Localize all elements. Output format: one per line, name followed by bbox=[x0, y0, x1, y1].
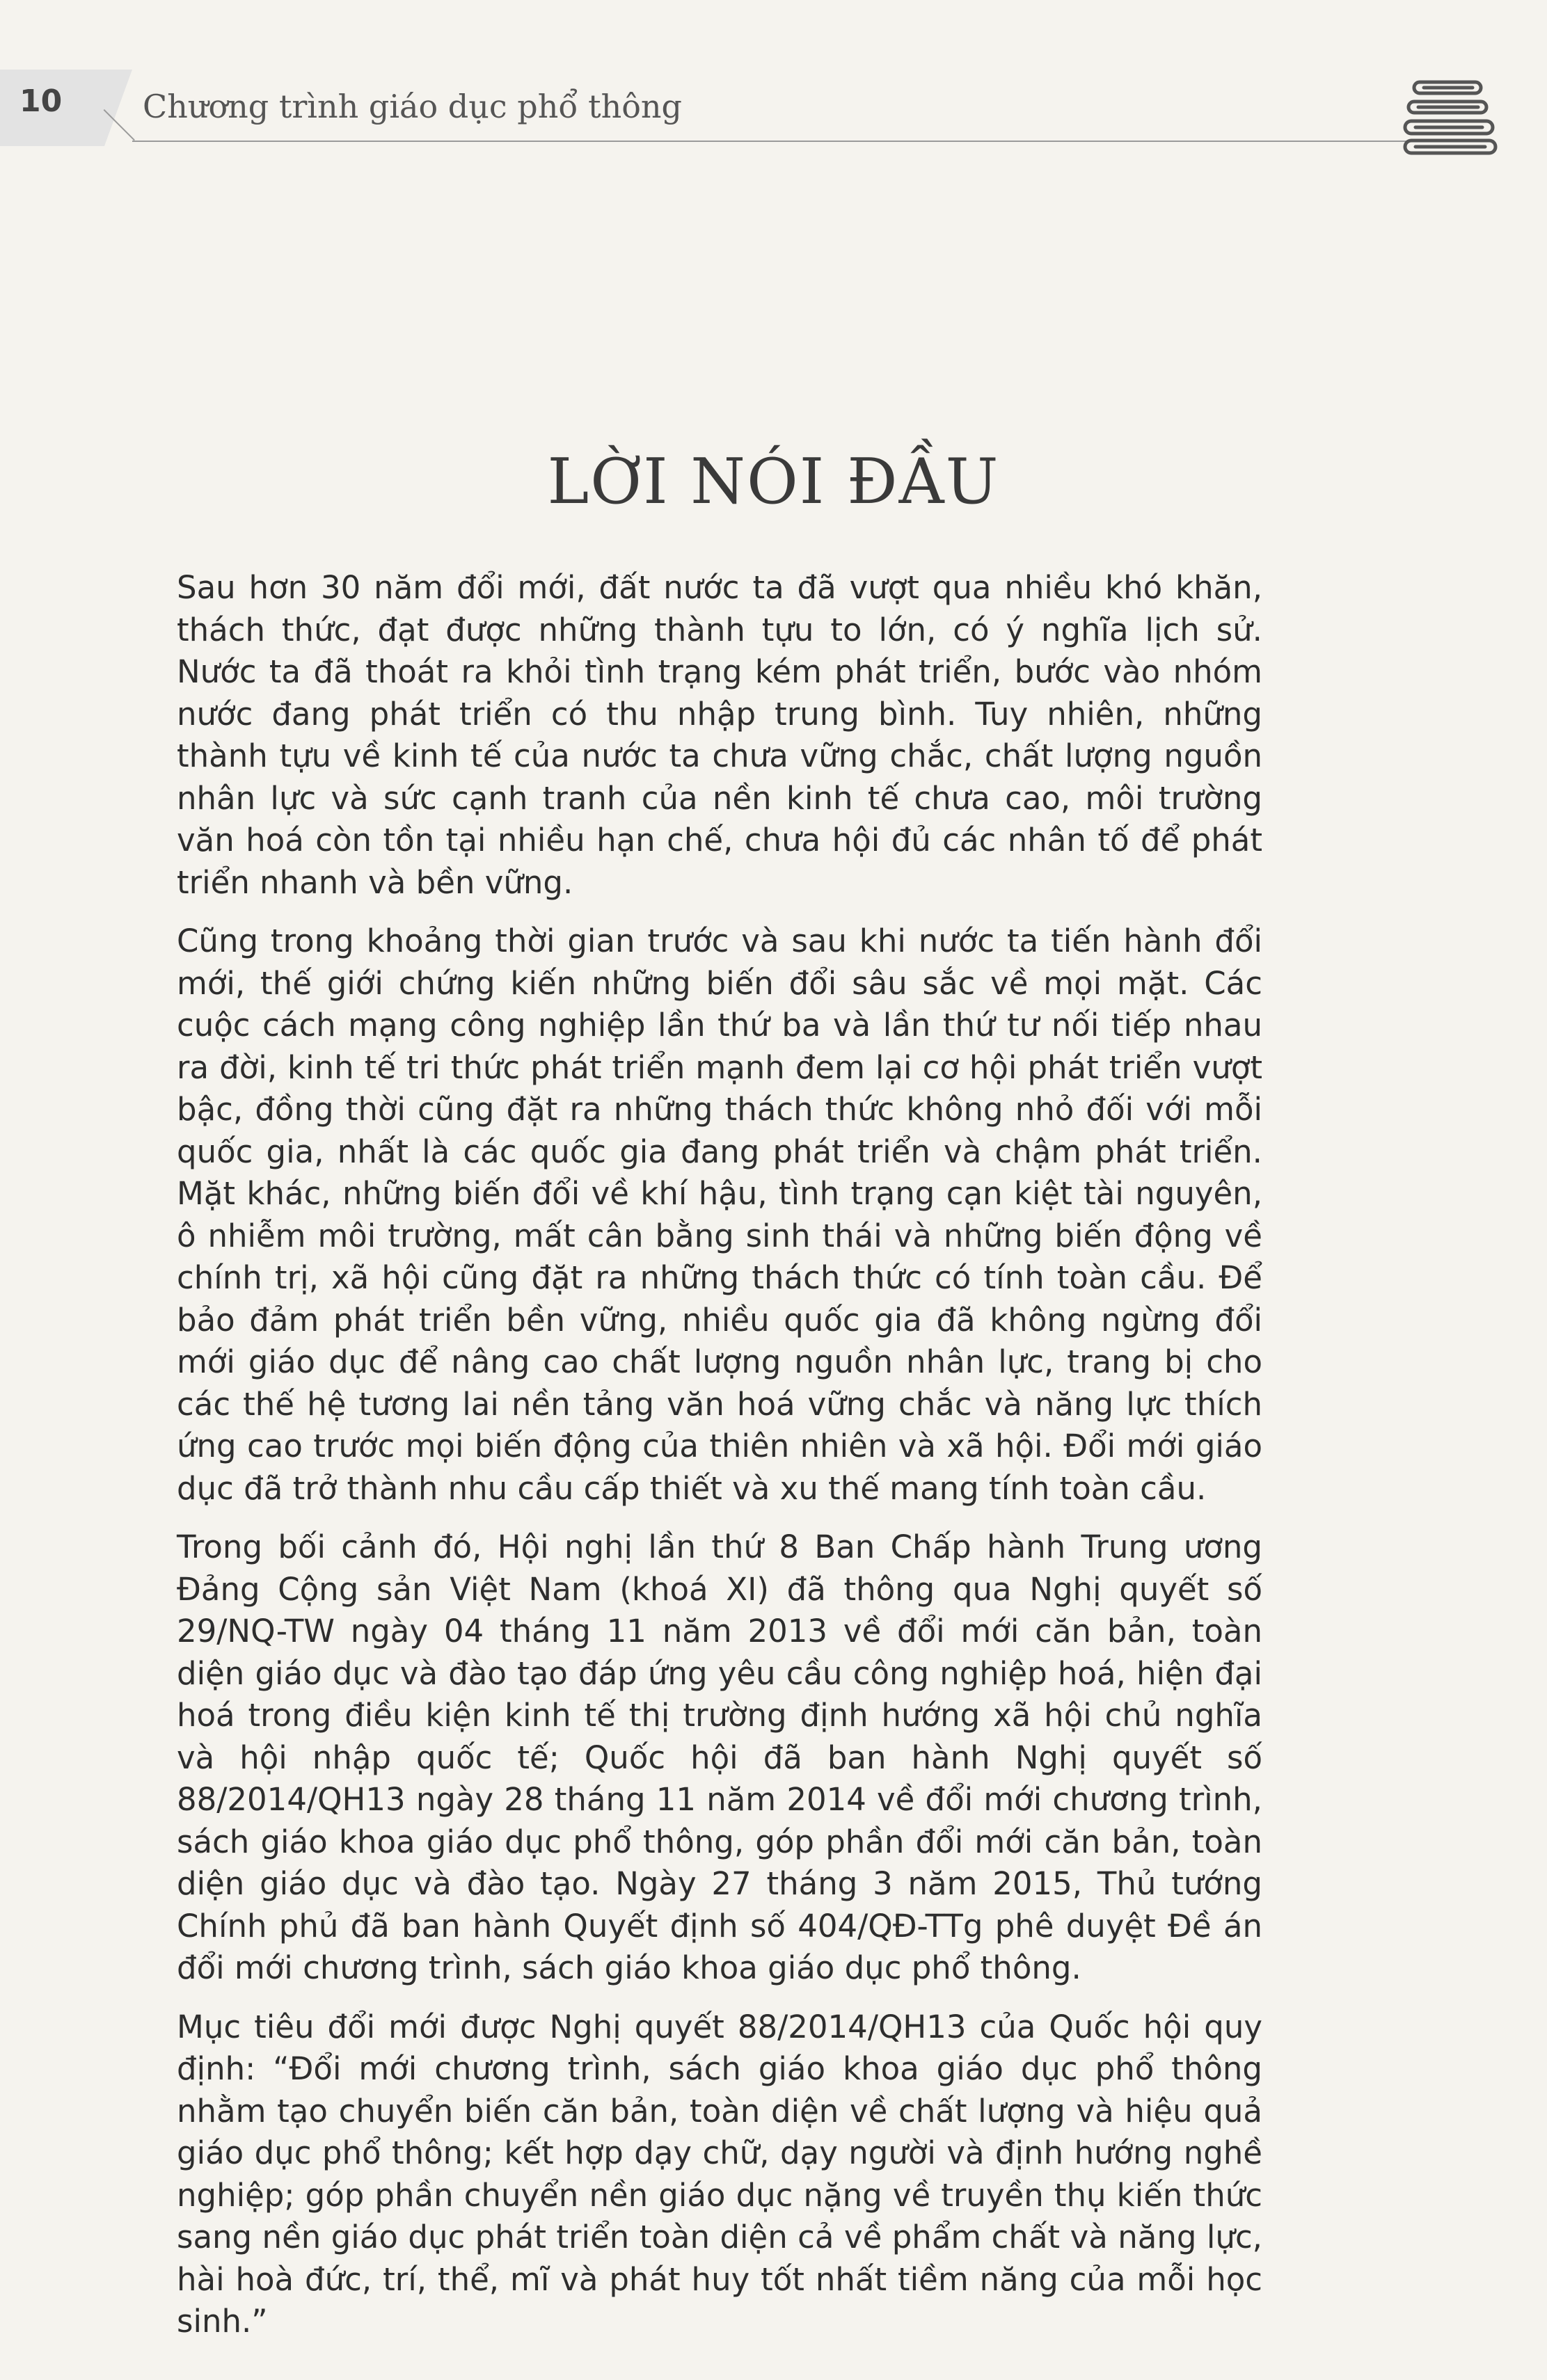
paragraph-2: Cũng trong khoảng thời gian trước và sau khi nước ta tiến hành đổi mới, thế giới chứng kiến những biến đổi sâu sắc về mọi mặt. Các cuộc cách mạng công nghiệp lần thứ ba và lần thứ tư nối tiếp nhau ra đời, kinh tế tri thức phát triển mạnh đem lại cơ hội phát triển vượt bậc, đồng thời cũng đặt ra những thách thức không nhỏ đối với mỗi quốc gia, nhất là các quốc gia đang phát triển và chậm phát triển. Mặt khác, những biến đổi về khí hậu, tình trạng cạn kiệt tài nguyên, ô nhiễm môi trường, mất cân bằng sinh thái và những biến động về chính trị, xã hội cũng đặt ra những thách thức có tính toàn cầu. Để bảo đảm phát triển bền vững, nhiều quốc gia đã không ngừng đổi mới giáo dục để nâng cao chất lượng nguồn nhân lực, trang bị cho các thế hệ tương lai nền tảng văn hoá vững chắc và năng lực thích ứng cao trước mọi biến động của thiên nhiên và xã hội. Đổi mới giáo dục đã trở thành nhu cầu cấp thiết và xu thế mang tính toàn cầu. bbox=[177, 923, 1262, 1507]
paragraph-4: Mục tiêu đổi mới được Nghị quyết 88/2014/QH13 của Quốc hội quy định: “Đổi mới chương trình, sách giáo khoa giáo dục phổ thông nhằm tạo chuyển biến căn bản, toàn diện về chất lượng và hiệu quả giáo dục phổ thông; kết hợp dạy chữ, dạy người và định hướng nghề nghiệp; góp phần chuyển nền giáo dục nặng về truyền thụ kiến thức sang nền giáo dục phát triển toàn diện cả về phẩm chất và năng lực, hài hoà đức, trí, thể, mĩ và phát huy tốt nhất tiềm năng của mỗi học sinh.” bbox=[177, 2008, 1262, 2340]
body-text bbox=[177, 567, 1262, 2360]
page-number: 10 bbox=[19, 83, 63, 119]
running-header bbox=[0, 42, 1547, 153]
paragraph-3: Trong bối cảnh đó, Hội nghị lần thứ 8 Ban Chấp hành Trung ương Đảng Cộng sản Việt Nam (khoá XI) đã thông qua Nghị quyết số 29/NQ-TW ngày 04 tháng 11 năm 2013 về đổi mới căn bản, toàn diện giáo dục và đào tạo đáp ứng yêu cầu công nghiệp hoá, hiện đại hoá trong điều kiện kinh tế thị trường định hướng xã hội chủ nghĩa và hội nhập quốc tế; Quốc hội đã ban hành Nghị quyết số 88/2014/QH13 ngày 28 tháng 11 năm 2014 về đổi mới chương trình, sách giáo khoa giáo dục phổ thông, góp phần đổi mới căn bản, toàn diện giáo dục và đào tạo. Ngày 27 tháng 3 năm 2015, Thủ tướng Chính phủ đã ban hành Quyết định số 404/QĐ-TTg phê duyệt Đề án đổi mới chương trình, sách giáo khoa giáo dục phổ thông. bbox=[177, 1528, 1262, 1986]
chapter-title: LỜI NÓI ĐẦU bbox=[547, 445, 1000, 518]
stacked-books-icon bbox=[1399, 56, 1503, 160]
running-title: Chương trình giáo dục phổ thông bbox=[143, 88, 682, 125]
header-rule bbox=[132, 141, 1454, 142]
paragraph-1: Sau hơn 30 năm đổi mới, đất nước ta đã vượt qua nhiều khó khăn, thách thức, đạt được những thành tựu to lớn, có ý nghĩa lịch sử. Nước ta đã thoát ra khỏi tình trạng kém phát triển, bước vào nhóm nước đang phát triển có thu nhập trung bình. Tuy nhiên, những thành tựu về kinh tế của nước ta chưa vững chắc, chất lượng nguồn nhân lực và sức cạnh tranh của nền kinh tế chưa cao, môi trường văn hoá còn tồn tại nhiều hạn chế, chưa hội đủ các nhân tố để phát triển nhanh và bền vững. bbox=[177, 569, 1262, 901]
